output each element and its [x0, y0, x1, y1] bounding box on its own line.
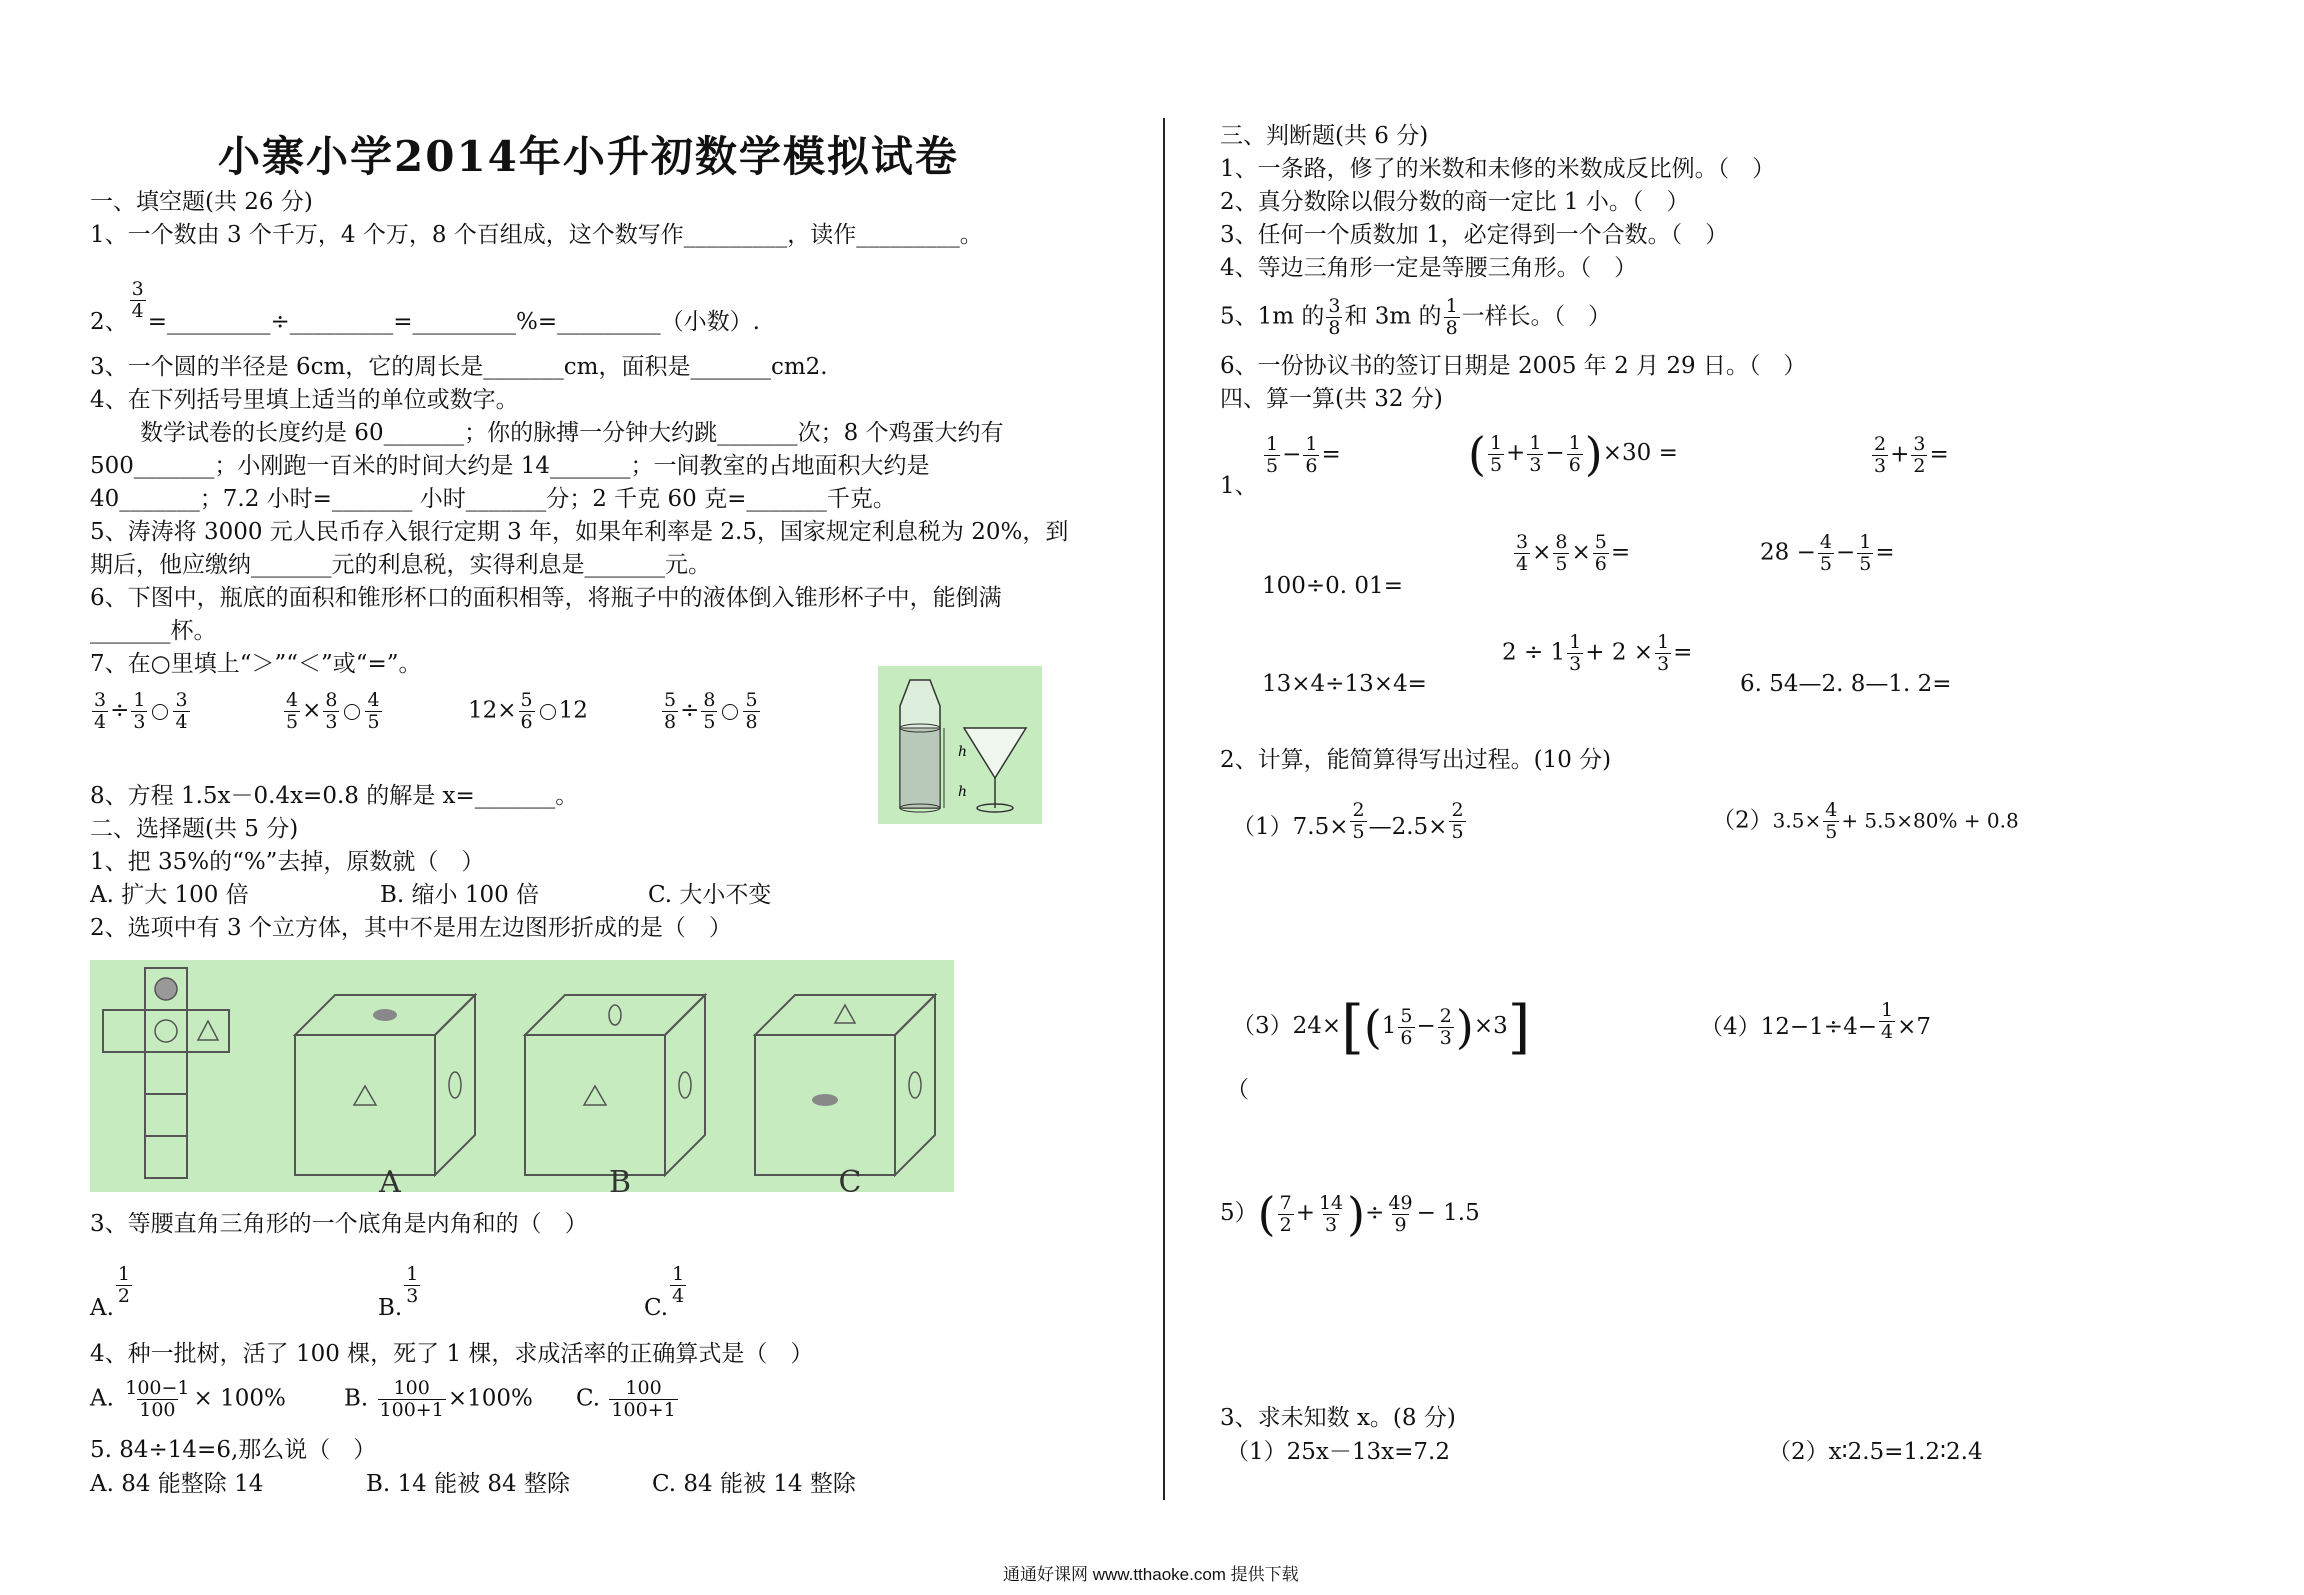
section-2-heading: 二、选择题(共 5 分) [90, 816, 299, 842]
calc-expr-8: 2 ÷ 1 $\frac{1}{3}$ + 2 × $\frac{1}{3}$ = [1502, 631, 1693, 675]
compute-2: （2）3.5× $\frac{4}{5}$ + 5.5×80% + 0.8 [1712, 799, 2019, 843]
compute-3-paren: （ [1226, 1077, 1249, 1103]
compute-4: （4）12−1÷4− $\frac{1}{4}$ ×7 [1700, 999, 1931, 1043]
choice-q4-opt-b[interactable]: B. $\frac{100}{100+1}$ ×100% [344, 1377, 533, 1421]
compare-circle[interactable] [540, 704, 556, 720]
choice-q3-opt-a[interactable]: A. $\frac{1}{2}$ [90, 1262, 131, 1321]
judge-q1: 1、一条路，修了的米数和未修的米数成反比例。（ ） [1220, 156, 1776, 182]
cube-label-c: C [838, 1165, 862, 1192]
calc-part-2: 2、计算，能简算得写出过程。(10 分) [1220, 747, 1612, 773]
choice-q3-opt-b[interactable]: B. $\frac{1}{3}$ [378, 1262, 419, 1321]
section-4-heading: 四、算一算(共 32 分) [1220, 386, 1443, 412]
cube-net-figure [90, 960, 954, 1192]
choice-q5-opt-b[interactable]: B. 14 能被 84 整除 [366, 1471, 570, 1497]
compare-circle[interactable] [722, 704, 738, 720]
calc-expr-2: ( $\frac{1}{5}$ + $\frac{1}{3}$ − $\frac{1}{6}$ )×30 = [1468, 427, 1678, 481]
calc-expr-5: $\frac{3}{4}$ × $\frac{8}{5}$ × $\frac{5}{6}$ = [1516, 531, 1631, 575]
judge-q6: 6、一份协议书的签订日期是 2005 年 2 月 29 日。（ ） [1220, 353, 1807, 379]
choice-q1: 1、把 35%的“%”去掉，原数就（ ） [90, 849, 485, 875]
choice-q5: 5. 84÷14=6,那么说（ ） [90, 1437, 377, 1463]
section-1-heading: 一、填空题(共 26 分) [90, 189, 313, 215]
fill-q6-line2: _______杯。 [90, 618, 217, 644]
choice-q1-opt-c[interactable]: C. 大小不变 [648, 882, 772, 908]
cube-c [755, 995, 935, 1175]
height-label: h [958, 744, 968, 760]
q2-rest: =_________÷_________=_________%=_________（小数）. [147, 309, 760, 335]
choice-q5-opt-a[interactable]: A. 84 能整除 14 [90, 1471, 264, 1497]
calc-expr-6: 28 − $\frac{4}{5}$ − $\frac{1}{5}$ = [1760, 531, 1895, 575]
calc-expr-7: 13×4÷13×4= [1262, 671, 1427, 697]
q2-prefix: 2、 [90, 309, 128, 335]
choice-q4-opt-c[interactable]: C. $\frac{100}{100+1}$ [576, 1377, 676, 1421]
fill-q4-line1: 数学试卷的长度约是 60_______；你的脉搏一分钟大约跳_______次；8 个鸡蛋大约有 [140, 420, 1004, 446]
fill-q5-line1: 5、涛涛将 3000 元人民币存入银行定期 3 年，如果年利率是 2.5，国家规定利息税为 20%，到 [90, 519, 1069, 545]
cube-label-b: B [608, 1165, 632, 1192]
cube-a [295, 995, 475, 1175]
choice-q1-opt-a[interactable]: A. 扩大 100 倍 [90, 882, 249, 908]
choice-q3-opt-c[interactable]: C. $\frac{1}{4}$ [644, 1262, 685, 1321]
section-3-heading: 三、判断题(共 6 分) [1220, 123, 1429, 149]
page-title: 小寨小学2014年小升初数学模拟试卷 [218, 132, 959, 181]
fill-q4-line2: 500_______；小刚跑一百米的时间大约是 14_______；一间教室的占地面积大约是 [90, 453, 930, 479]
judge-q4: 4、等边三角形一定是等腰三角形。（ ） [1220, 255, 1638, 281]
solve-1: （1）25x－13x=7.2 [1226, 1439, 1450, 1465]
fill-q4-line3: 40_______；7.2 小时=_______ 小时_______分；2 千克 60 克=_______千克。 [90, 486, 896, 512]
cube-b [525, 995, 705, 1175]
compare-circle[interactable] [152, 704, 168, 720]
calc-expr-3: $\frac{2}{3}$ + $\frac{3}{2}$ = [1874, 433, 1949, 477]
fill-q6-line1: 6、下图中，瓶底的面积和锥形杯口的面积相等，将瓶子中的液体倒入锥形杯子中，能倒满 [90, 585, 1002, 611]
fill-q4: 4、在下列括号里填上适当的单位或数字。 [90, 387, 519, 413]
column-divider [1163, 118, 1165, 1500]
calc-part-3: 3、求未知数 x。(8 分) [1220, 1405, 1456, 1431]
fraction: $\frac{3}{4}$ [131, 277, 144, 322]
choice-q4: 4、种一批树，活了 100 棵，死了 1 棵，求成活率的正确算式是（ ） [90, 1341, 814, 1367]
compare-circle[interactable] [344, 704, 360, 720]
fill-q2 [90, 266, 760, 338]
footer: 通通好课网 www.tthaoke.com 提供下载 [1003, 1565, 1299, 1584]
cube-net-drawing [90, 960, 954, 1192]
solve-2: （2）x∶2.5=1.2∶2.4 [1768, 1439, 1983, 1465]
choice-q2: 2、选项中有 3 个立方体，其中不是用左边图形折成的是（ ） [90, 915, 732, 941]
fill-q7: 7、在○里填上“＞”“＜”或“=”。 [90, 651, 422, 677]
height-label: h [958, 784, 968, 800]
compare-item-1: $\frac{3}{4}$ ÷ $\frac{1}{3}$ $\frac{3}{4}$ [94, 689, 188, 733]
bottle-cone-drawing [878, 666, 1042, 824]
compute-3: （3）24×[(1 $\frac{5}{6}$ − $\frac{2}{3}$ )×3] [1232, 993, 1531, 1061]
compare-item-2: $\frac{4}{5}$ × $\frac{8}{3}$ $\frac{4}{5}$ [286, 689, 380, 733]
calc-expr-9: 6. 54—2. 8—1. 2= [1740, 671, 1952, 697]
cube-label-a: A [379, 1165, 401, 1192]
calc-expr-1: $\frac{1}{5}$ − $\frac{1}{6}$ = [1266, 433, 1341, 477]
judge-q2: 2、真分数除以假分数的商一定比 1 小。（ ） [1220, 189, 1690, 215]
fill-q8: 8、方程 1.5x－0.4x=0.8 的解是 x=_______。 [90, 783, 579, 809]
choice-q5-opt-c[interactable]: C. 84 能被 14 整除 [652, 1471, 856, 1497]
fill-q5-line2: 期后，他应缴纳_______元的利息税，实得利息是_______元。 [90, 552, 711, 578]
compute-5: 5）( $\frac{7}{2}$ + $\frac{14}{3}$ )÷ $\frac{49}{9}$ − 1.5 [1220, 1187, 1480, 1241]
compare-item-3: 12× $\frac{5}{6}$ 12 [468, 689, 588, 733]
bottle-cone-figure [878, 666, 1042, 824]
judge-q5: 5、1m 的 $\frac{3}{8}$ 和 3m 的 $\frac{1}{8}$ 一样长。（ ） [1220, 295, 1612, 339]
compare-item-4: $\frac{5}{8}$ ÷ $\frac{8}{5}$ $\frac{5}{8}$ [664, 689, 758, 733]
compute-1: （1）7.5× $\frac{2}{5}$ —2.5× $\frac{2}{5}$ [1232, 799, 1464, 843]
fill-q3: 3、一个圆的半径是 6cm，它的周长是_______cm，面积是_______cm2. [90, 354, 828, 380]
calc-expr-4: 100÷0. 01= [1262, 573, 1403, 599]
choice-q1-opt-b[interactable]: B. 缩小 100 倍 [380, 882, 540, 908]
judge-q3: 3、任何一个质数加 1，必定得到一个合数。（ ） [1220, 222, 1729, 248]
fill-q1: 1、一个数由 3 个千万，4 个万，8 个百组成，这个数写作_________，读作_________。 [90, 222, 983, 248]
calc-label-1: 1、 [1220, 473, 1258, 499]
choice-q3: 3、等腰直角三角形的一个底角是内角和的（ ） [90, 1211, 588, 1237]
choice-q4-opt-a[interactable]: A. $\frac{100-1}{100}$ × 100% [90, 1377, 286, 1421]
